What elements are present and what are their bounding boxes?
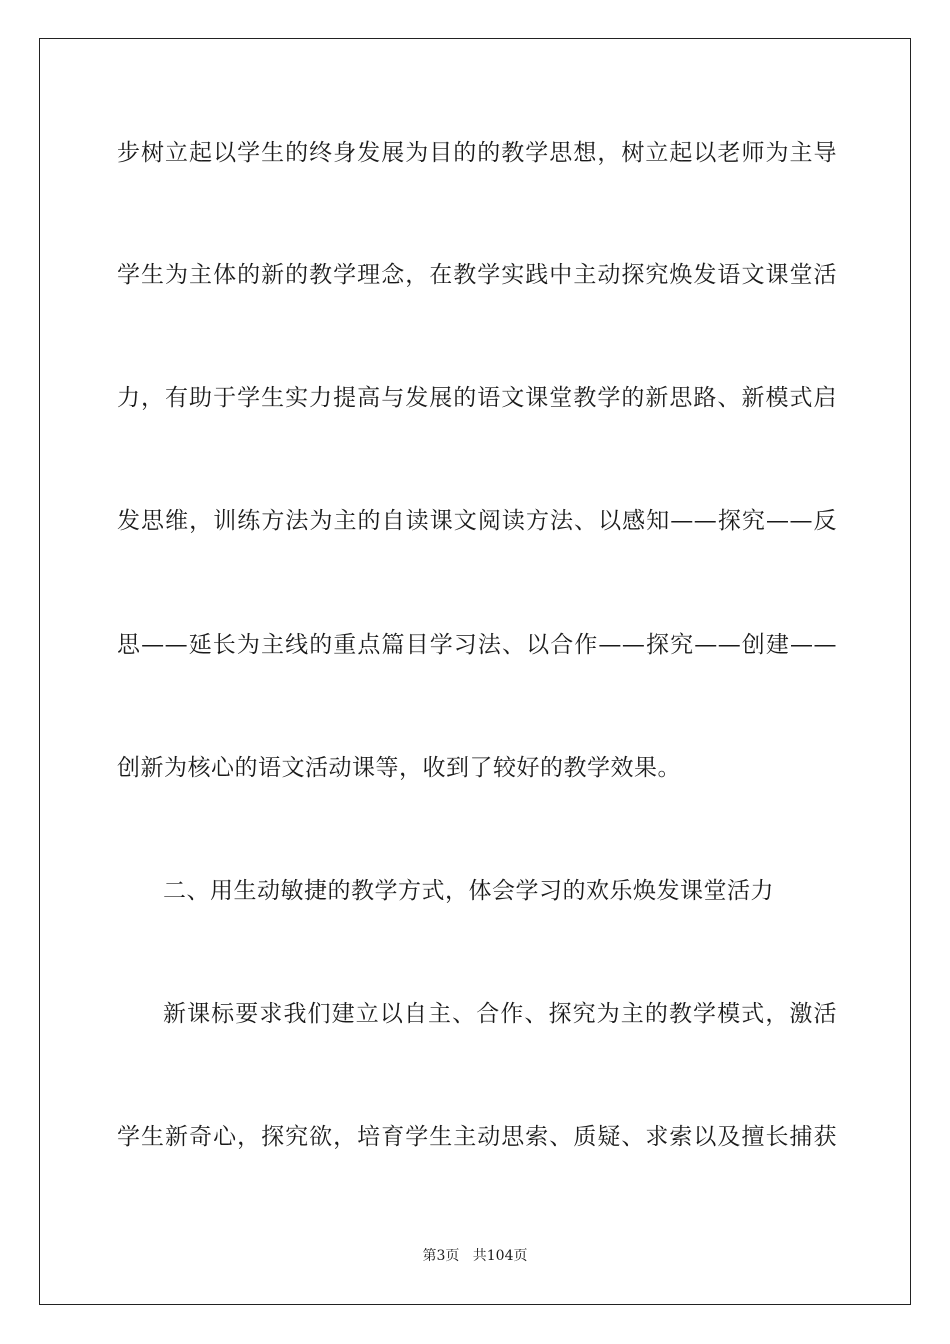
section-heading: 二、用生动敏捷的教学方式，体会学习的欢乐焕发课堂活力 xyxy=(163,878,774,904)
page-footer xyxy=(0,1247,950,1265)
page-total: 共104页 xyxy=(472,1248,528,1264)
body-line-5: 思——延长为主线的重点篇目学习法、以合作——探究——创建—— xyxy=(117,632,837,658)
body-line-4: 发思维，训练方法为主的自读课文阅读方法、以感知——探究——反 xyxy=(117,508,837,534)
page-border xyxy=(39,38,911,1305)
body-line-2: 学生为主体的新的教学理念，在教学实践中主动探究焕发语文课堂活 xyxy=(117,262,837,288)
body-line-8: 新课标要求我们建立以自主、合作、探究为主的教学模式，激活 xyxy=(163,1001,837,1027)
body-line-9: 学生新奇心，探究欲，培育学生主动思索、质疑、求索以及擅长捕获 xyxy=(117,1124,837,1150)
body-line-6: 创新为核心的语文活动课等，收到了较好的教学效果。 xyxy=(117,755,681,781)
page-number: 第3页 xyxy=(422,1248,460,1264)
body-line-1: 步树立起以学生的终身发展为目的的教学思想，树立起以老师为主导 xyxy=(117,140,837,166)
body-line-3: 力，有助于学生实力提高与发展的语文课堂教学的新思路、新模式启 xyxy=(117,385,837,411)
